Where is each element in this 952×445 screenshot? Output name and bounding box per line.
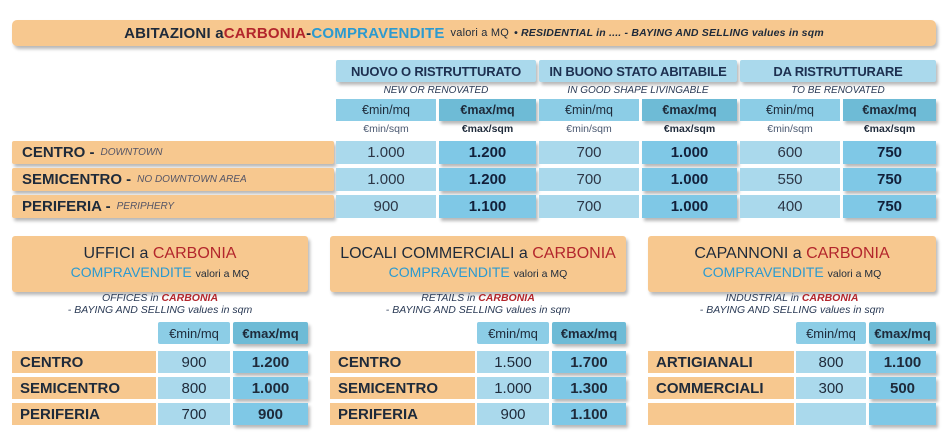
cell-value: 600	[740, 141, 840, 164]
retail-row-label: CENTRO	[330, 351, 475, 373]
cell-value: 550	[740, 168, 840, 191]
retail-title-box: LOCALI COMMERCIALI a CARBONIA COMPRAVENDITE valori a MQ	[330, 236, 626, 292]
cell-value: 1.000	[642, 168, 737, 191]
industrial-row-label: ARTIGIANALI	[648, 351, 794, 373]
cell-value: 700	[539, 195, 639, 218]
cell-value: 750	[843, 141, 936, 164]
retail-row-label: PERIFERIA	[330, 403, 475, 425]
offices-min-value: 700	[158, 403, 230, 425]
unit-max: €max/sqm	[663, 123, 716, 135]
industrial-min-value: 800	[796, 351, 866, 373]
cell-value: 1.000	[642, 141, 737, 164]
row-label-periferia: PERIFERIA - PERIPHERY	[12, 195, 334, 218]
price-head-min: €min/mq	[539, 99, 639, 121]
unit-min: €min/sqm	[566, 123, 612, 135]
col-header-good: IN BUONO STATO ABITABILE	[539, 60, 737, 82]
offices-row-label: CENTRO	[12, 351, 156, 373]
price-head-min: €min/mq	[740, 99, 840, 121]
banner-dash: -	[306, 24, 312, 42]
retail-max-head: €max/mq	[552, 322, 626, 344]
col-header-new: NUOVO O RISTRUTTURATO	[336, 60, 536, 82]
retail-min-value: 1.500	[477, 351, 549, 373]
industrial-min-value	[796, 403, 866, 425]
retail-subtitle: RETAILS in CARBONIA - BAYING AND SELLING values in sqm	[385, 292, 571, 316]
retail-max-value: 1.300	[552, 377, 626, 399]
industrial-min-head: €min/mq	[796, 322, 866, 344]
offices-max-value: 1.000	[233, 377, 308, 399]
price-head-min: €min/mq	[336, 99, 436, 121]
banner-part1: ABITAZIONI a	[124, 24, 224, 42]
cell-value: 1.000	[336, 141, 436, 164]
cell-value: 1.200	[439, 141, 536, 164]
banner-english: • RESIDENTIAL in .... - BAYING AND SELLING values in sqm	[513, 27, 824, 39]
retail-max-value: 1.700	[552, 351, 626, 373]
unit-max: €max/sqm	[461, 123, 514, 135]
retail-min-value: 900	[477, 403, 549, 425]
page-banner	[12, 20, 936, 46]
cell-value: 1.000	[336, 168, 436, 191]
price-head-max: €max/mq	[843, 99, 936, 121]
offices-min-head: €min/mq	[158, 322, 230, 344]
industrial-subtitle: INDUSTRIAL in CARBONIA - BAYING AND SELLING values in sqm	[699, 292, 885, 316]
unit-min: €min/sqm	[363, 123, 409, 135]
cell-value: 1.000	[642, 195, 737, 218]
cell-value: 700	[539, 141, 639, 164]
cell-value: 900	[336, 195, 436, 218]
cell-value: 1.200	[439, 168, 536, 191]
industrial-max-head: €max/mq	[869, 322, 936, 344]
industrial-min-value: 300	[796, 377, 866, 399]
unit-max: €max/sqm	[863, 123, 916, 135]
offices-max-head: €max/mq	[233, 322, 308, 344]
offices-subtitle: OFFICES in CARBONIA - BAYING AND SELLING values in sqm	[67, 292, 253, 316]
cell-value: 1.100	[439, 195, 536, 218]
banner-city: CARBONIA	[223, 24, 307, 42]
cell-value: 700	[539, 168, 639, 191]
col-header-renovate: DA RISTRUTTURARE	[740, 60, 936, 82]
offices-max-value: 1.200	[233, 351, 308, 373]
banner-unit: valori a MQ	[450, 27, 509, 39]
cell-value: 750	[843, 168, 936, 191]
industrial-max-value: 1.100	[869, 351, 936, 373]
price-head-max: €max/mq	[642, 99, 737, 121]
price-head-max: €max/mq	[439, 99, 536, 121]
col-subtitle-new: NEW OR RENOVATED	[383, 84, 489, 96]
banner-type: COMPRAVENDITE	[311, 24, 445, 42]
col-subtitle-renovate: TO BE RENOVATED	[791, 84, 885, 96]
offices-max-value: 900	[233, 403, 308, 425]
offices-title-box: UFFICI a CARBONIA COMPRAVENDITE valori a MQ	[12, 236, 308, 292]
industrial-title-box: CAPANNONI a CARBONIA COMPRAVENDITE valori a MQ	[648, 236, 936, 292]
retail-max-value: 1.100	[552, 403, 626, 425]
cell-value: 400	[740, 195, 840, 218]
industrial-max-value: 500	[869, 377, 936, 399]
unit-min: €min/sqm	[767, 123, 813, 135]
retail-min-head: €min/mq	[477, 322, 549, 344]
retail-row-label: SEMICENTRO	[330, 377, 475, 399]
offices-row-label: PERIFERIA	[12, 403, 156, 425]
offices-row-label: SEMICENTRO	[12, 377, 156, 399]
industrial-row-label: COMMERCIALI	[648, 377, 794, 399]
row-label-centro: CENTRO - DOWNTOWN	[12, 141, 334, 164]
retail-min-value: 1.000	[477, 377, 549, 399]
offices-min-value: 900	[158, 351, 230, 373]
industrial-max-value	[869, 403, 936, 425]
industrial-row-label	[648, 403, 794, 425]
row-label-semicentro: SEMICENTRO - NO DOWNTOWN AREA	[12, 168, 334, 191]
offices-min-value: 800	[158, 377, 230, 399]
cell-value: 750	[843, 195, 936, 218]
col-subtitle-good: IN GOOD SHAPE LIVINGABLE	[567, 84, 709, 96]
